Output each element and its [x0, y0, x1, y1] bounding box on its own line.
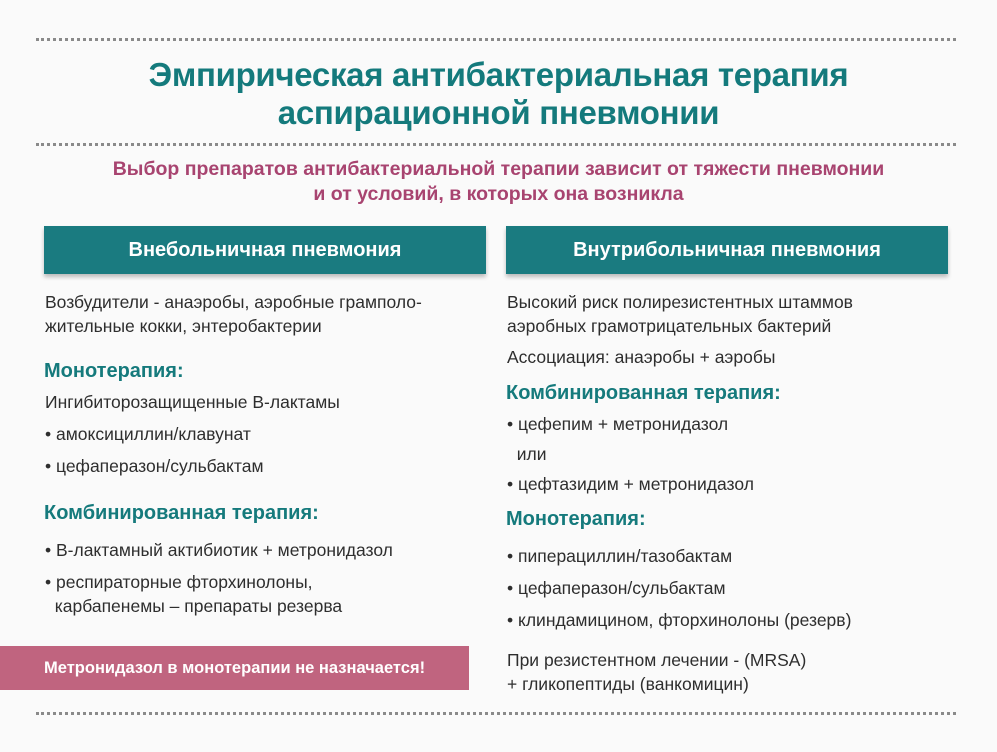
community-acquired-header: Внебольничная пневмония — [44, 226, 486, 274]
mono-therapy-heading: Монотерапия: — [506, 508, 646, 530]
list-item: или — [507, 444, 547, 464]
list-item: • амоксициллин/клавунат — [45, 424, 251, 444]
combo-therapy-heading: Комбинированная терапия: — [506, 382, 781, 404]
list-item: • клиндамицином, фторхинолоны (резерв) — [507, 610, 852, 630]
mono-intro: Ингибиторозащищенные B-лактамы — [45, 392, 340, 412]
combo-therapy-heading: Комбинированная терапия: — [44, 502, 319, 524]
title-line-1: Эмпирическая антибактериальная терапия — [148, 56, 849, 93]
resistance-line-1: При резистентном лечении - (MRSA) — [507, 650, 807, 670]
risk-line-1: Высокий риск полирезистентных штаммов — [507, 292, 853, 312]
mono-therapy-heading: Монотерапия: — [44, 360, 184, 382]
warning-note: Метронидазол в монотерапии не назначается! — [0, 646, 469, 690]
risk-line-2: аэробных грамотрицательных бактерий — [507, 316, 832, 336]
list-item: карбапенемы – препараты резерва — [45, 596, 343, 616]
list-item: • цефаперазон/сульбактам — [507, 578, 726, 598]
pathogens-line-2: жительные кокки, энтеробактерии — [45, 316, 322, 336]
list-item: • респираторные фторхинолоны, — [45, 572, 313, 592]
list-item: • цефтазидим + метронидазол — [507, 474, 754, 494]
bottom-divider — [36, 712, 956, 715]
title-divider — [36, 143, 956, 146]
top-divider — [36, 38, 956, 41]
title-line-2: аспирационной пневмонии — [277, 94, 720, 131]
association-text: Ассоциация: анаэробы + аэробы — [507, 347, 776, 367]
subtitle-line-1: Выбор препаратов антибактериальной терапии зависит от тяжести пневмонии — [112, 158, 885, 180]
subtitle — [0, 157, 997, 207]
hospital-acquired-header: Внутрибольничная пневмония — [506, 226, 948, 274]
page-title — [0, 56, 997, 132]
subtitle-line-2: и от условий, в которых она возникла — [313, 183, 684, 205]
resistance-line-2: + гликопептиды (ванкомицин) — [507, 674, 749, 694]
community-acquired-column — [44, 226, 486, 616]
pathogens-line-1: Возбудители - анаэробы, аэробные грамполо- — [45, 292, 422, 312]
list-item: • цефепим + метронидазол — [507, 414, 729, 434]
list-item: • B-лактамный актибиотик + метронидазол — [45, 540, 393, 560]
list-item: • пиперациллин/тазобактам — [507, 546, 733, 566]
hospital-acquired-column — [506, 226, 948, 694]
list-item: • цефаперазон/сульбактам — [45, 456, 264, 476]
